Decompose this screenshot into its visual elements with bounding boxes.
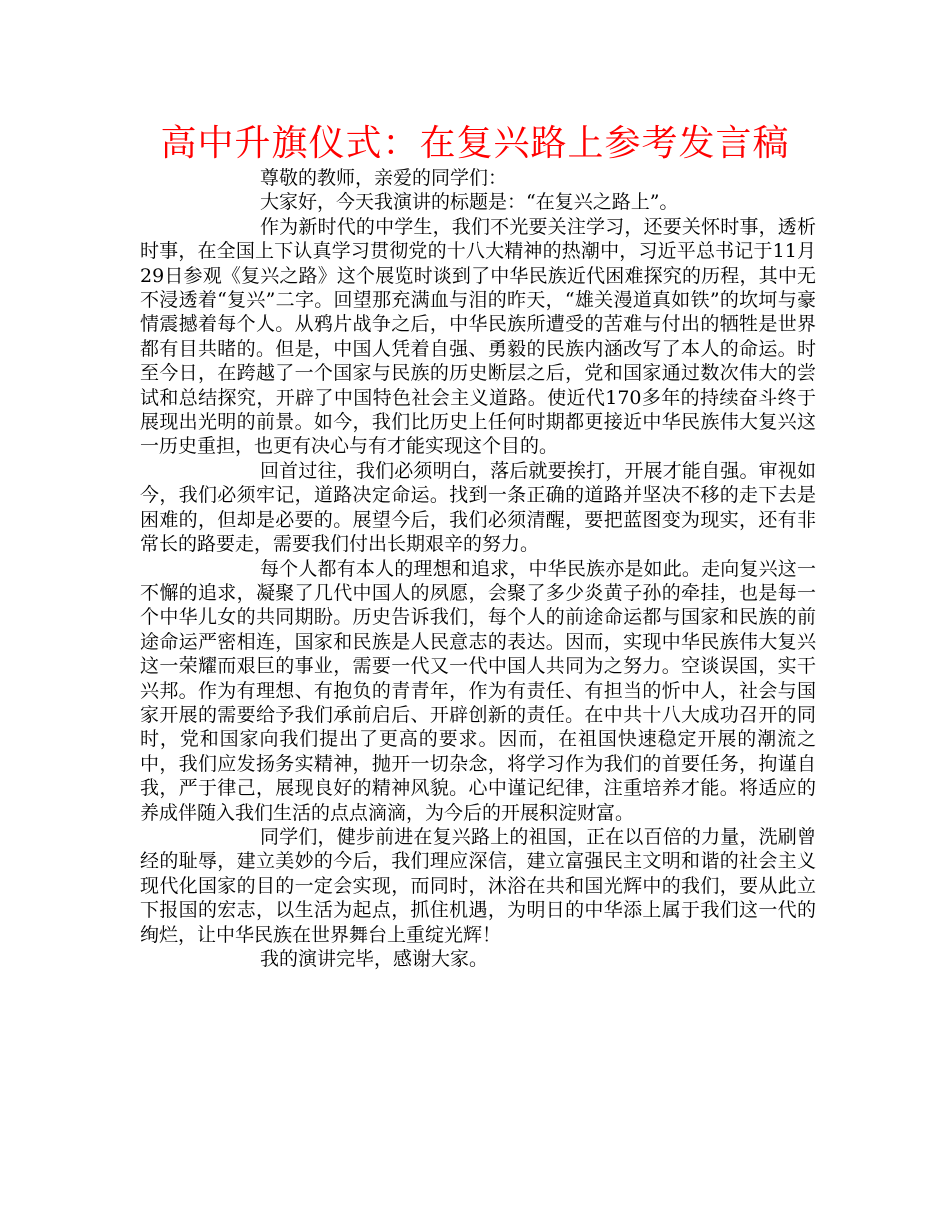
body-paragraph-1: 作为新时代的中学生，我们不光要关注学习，还要关怀时事，透析时事，在全国上下认真学习贯彻党的十八大精神的热潮中，习近平总书记于11月29日参观《复兴之路》这个展览时谈到了中华民族近代困难探究的历程，其中无不浸透着“复兴”二字。回望那充满血与泪的昨天，“雄关漫道真如铁”的坎坷与豪情震撼着每个人。从鸦片战争之后，中华民族所遭受的苦难与付出的牺牲是世界都有目共睹的。但是，中国人凭着自强、勇毅的民族内涵改写了本人的命运。时至今日，在跨越了一个国家与民族的历史断层之后，党和国家通过数次伟大的尝试和总结探究，开辟了中国特色社会主义道路。使近代170多年的持续奋斗终于展现出光明的前景。如今，我们比历史上任何时期都更接近中华民族伟大复兴这一历史重担，也更有决心与有才能实现这个目的。 [140, 215, 816, 458]
document-title: 高中升旗仪式：在复兴路上参考发言稿 [160, 123, 790, 164]
closing-paragraph: 我的演讲完毕，感谢大家。 [260, 948, 489, 970]
body-paragraph-4: 同学们，健步前进在复兴路上的祖国，正在以百倍的力量，洗刷曾经的耻辱，建立美妙的今后，我们理应深信，建立富强民主文明和谐的社会主义现代化国家的目的一定会实现，而同时，沐浴在共和国光辉中的我们，要从此立下报国的宏志，以生活为起点，抓住机遇，为明日的中华添上属于我们这一代的绚烂，让中华民族在世界舞台上重绽光辉！ [140, 825, 816, 946]
salutation-paragraph: 尊敬的教师，亲爱的同学们： [260, 167, 508, 189]
document-body [140, 166, 816, 971]
opening-paragraph: 大家好，今天我演讲的标题是：“在复兴之路上”。 [260, 191, 679, 214]
body-paragraph-2: 回首过往，我们必须明白，落后就要挨打，开展才能自强。审视如今，我们必须牢记，道路决定命运。找到一条正确的道路并坚决不移的走下去是困难的，但却是必要的。展望今后，我们必须清醒，要把蓝图变为现实，还有非常长的路要走，需要我们付出长期艰辛的努力。 [140, 459, 816, 556]
body-paragraph-3: 每个人都有本人的理想和追求，中华民族亦是如此。走向复兴这一不懈的追求，凝聚了几代中国人的夙愿，会聚了多少炎黄子孙的牵挂，也是每一个中华儿女的共同期盼。历史告诉我们，每个人的前途命运都与国家和民族的前途命运严密相连，国家和民族是人民意志的表达。因而，实现中华民族伟大复兴这一荣耀而艰巨的事业，需要一代又一代中国人共同为之努力。空谈误国，实干兴邦。作为有理想、有抱负的青青年，作为有责任、有担当的忻中人，社会与国家开展的需要给予我们承前启后、开辟创新的责任。在中共十八大成功召开的同时，党和国家向我们提出了更高的要求。因而，在祖国快速稳定开展的潮流之中，我们应发扬务实精神，抛开一切杂念，将学习作为我们的首要任务，拘谨自我，严于律己，展现良好的精神风貌。心中谨记纪律，注重培养才能。将适应的养成伴随入我们生活的点点滴滴，为今后的开展积淀财富。 [140, 557, 816, 824]
